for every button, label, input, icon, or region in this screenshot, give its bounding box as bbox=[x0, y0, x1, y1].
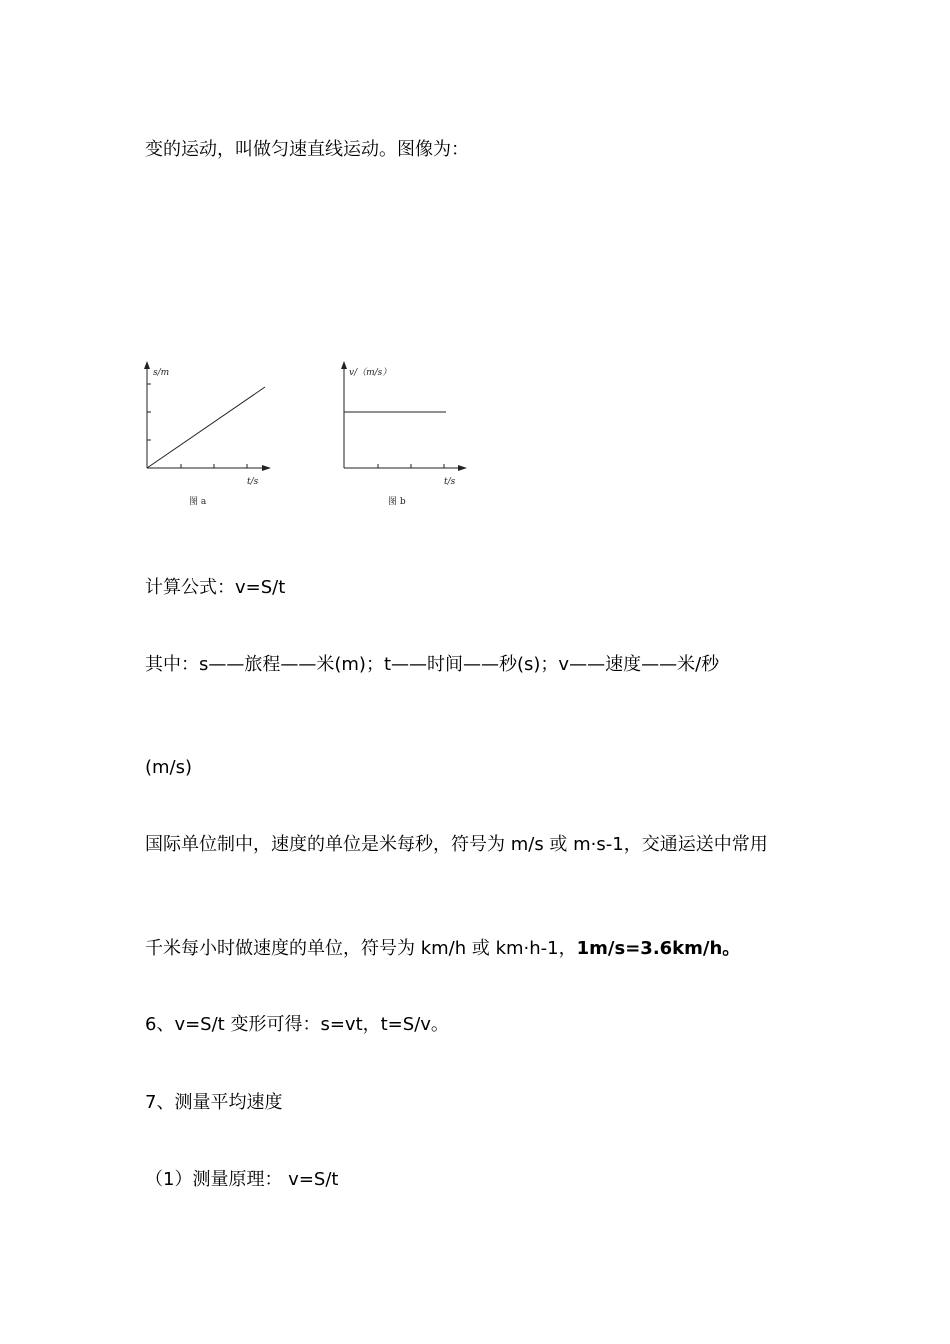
graph-b-x-label: t/s bbox=[444, 477, 456, 487]
graph-a bbox=[144, 361, 271, 507]
graph-b-caption: 图 b bbox=[388, 497, 406, 507]
graph-a-data-line bbox=[147, 387, 265, 468]
graph-b-y-arrow bbox=[341, 361, 347, 369]
motion-graphs-svg bbox=[0, 355, 480, 515]
symbols-unit-paragraph: (m/s) bbox=[145, 757, 193, 778]
formula-paragraph: 计算公式：v=S/t bbox=[145, 577, 286, 598]
km-unit-paragraph bbox=[145, 937, 740, 961]
symbols-paragraph: 其中：s——旅程——米(m)；t——时间——秒(s)；v——速度——米/秒 bbox=[145, 654, 720, 675]
km-unit-text: 千米每小时做速度的单位，符号为 km/h 或 km·h-1， bbox=[145, 938, 577, 959]
graph-a-y-label: s/m bbox=[153, 368, 170, 378]
graph-a-caption: 图 a bbox=[189, 497, 207, 507]
graph-b-y-label: v/（m/s） bbox=[349, 368, 392, 378]
graph-b bbox=[341, 361, 467, 507]
item-7-1: （1）测量原理： v=S/t bbox=[145, 1169, 339, 1190]
item-6: 6、v=S/t 变形可得：s=vt，t=S/v。 bbox=[145, 1014, 449, 1035]
item-7-heading: 7、测量平均速度 bbox=[145, 1092, 283, 1113]
si-unit-paragraph: 国际单位制中，速度的单位是米每秒，符号为 m/s 或 m·s-1，交通运送中常用 bbox=[145, 834, 768, 855]
graph-a-x-arrow bbox=[262, 465, 271, 471]
motion-graphs bbox=[0, 355, 480, 515]
km-unit-conversion: 1m/s=3.6km/h。 bbox=[576, 938, 741, 959]
graph-a-x-label: t/s bbox=[247, 477, 259, 487]
graph-b-x-arrow bbox=[458, 465, 467, 471]
intro-paragraph: 变的运动，叫做匀速直线运动。图像为： bbox=[145, 139, 469, 160]
graph-a-y-arrow bbox=[144, 361, 150, 369]
